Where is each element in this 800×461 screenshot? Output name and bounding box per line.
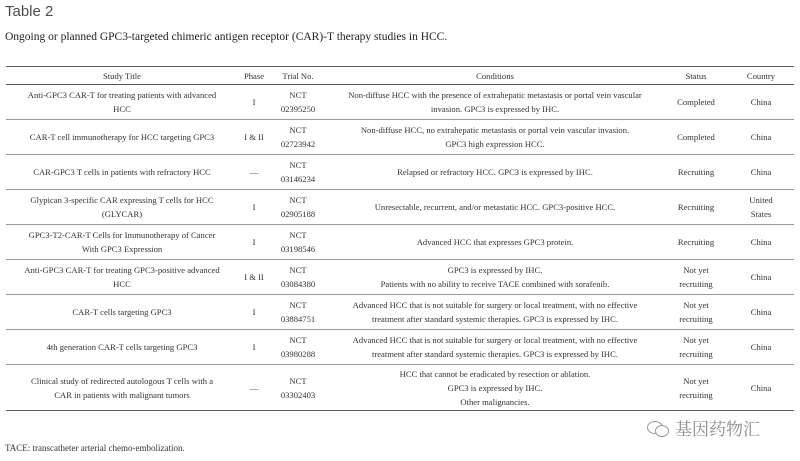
cell-study-title [6, 225, 238, 260]
table-row [6, 120, 794, 155]
cell-country-line: States [750, 209, 772, 219]
cell-status-line: Not yet [683, 375, 709, 386]
cell-trial-no [270, 330, 326, 365]
cell-country-line: China [750, 307, 772, 317]
cell-conditions-line: Unresectable, recurrent, and/or metastatic HCC. GPC3-positive HCC. [374, 202, 616, 212]
cell-country [728, 295, 794, 330]
cell-country-line: China [750, 382, 772, 393]
table-header-row [6, 67, 794, 85]
cell-trial-no-line: NCT [289, 160, 307, 170]
watermark [647, 415, 760, 440]
cell-phase: I [238, 190, 270, 225]
cell-conditions [326, 155, 664, 190]
cell-conditions-line: Patients with no ability to receive TACE combined with sorafenib. [380, 279, 610, 289]
cell-conditions-line: GPC3 is expressed by IHC. [447, 265, 543, 275]
cell-trial-no-line: 03884751 [280, 314, 316, 324]
cell-status-line: Completed [677, 97, 715, 107]
cell-status-line: Not yet [683, 300, 709, 310]
cell-trial-no-line: 02723942 [280, 139, 316, 149]
cell-study-title-line: 4th generation CAR-T cells targeting GPC3 [46, 342, 198, 352]
cell-study-title [6, 330, 238, 365]
cell-status-line: Completed [677, 132, 715, 142]
table-caption: Ongoing or planned GPC3-targeted chimeric antigen receptor (CAR)-T therapy studies in HCC. [5, 31, 448, 43]
cell-status-line: recruiting [679, 349, 713, 359]
cell-country-line: United [749, 195, 773, 205]
cell-country [728, 85, 794, 120]
cell-status-line: Not yet [683, 335, 709, 345]
cell-trial-no-line: 03084380 [280, 279, 316, 289]
cell-conditions [326, 225, 664, 260]
cell-trial-no [270, 85, 326, 120]
cell-conditions-line: Advanced HCC that expresses GPC3 protein. [416, 237, 574, 247]
cell-status [664, 260, 728, 295]
cell-phase: — [238, 365, 270, 411]
cell-study-title [6, 120, 238, 155]
cell-study-title-line: GPC3-T2-CAR-T Cells for Immunotherapy of Cancer [28, 230, 216, 240]
cell-country [728, 155, 794, 190]
cell-status-line: Not yet [683, 265, 709, 275]
cell-country [728, 120, 794, 155]
cell-status-line: Recruiting [677, 202, 715, 212]
cell-trial-no-line: 03302403 [280, 389, 316, 400]
cell-study-title-line: (GLYCAR) [101, 209, 143, 219]
table-row [6, 330, 794, 365]
cell-status-line: Recruiting [677, 167, 715, 177]
cell-trial-no [270, 260, 326, 295]
cell-country [728, 330, 794, 365]
cell-trial-no-line: NCT [289, 375, 307, 386]
cell-status-line: recruiting [679, 279, 713, 289]
cell-country-line: China [750, 132, 772, 142]
cell-country-line: China [750, 237, 772, 247]
cell-phase: I [238, 85, 270, 120]
header-conditions: Conditions [326, 67, 664, 85]
header-study-title: Study Title [6, 67, 238, 85]
cell-status [664, 190, 728, 225]
cell-study-title [6, 295, 238, 330]
cell-study-title-line: CAR in patients with malignant tumors [54, 389, 190, 400]
cell-conditions [326, 295, 664, 330]
cell-status-line: recruiting [679, 389, 713, 400]
cell-conditions-line: Relapsed or refractory HCC. GPC3 is expressed by IHC. [397, 167, 593, 177]
cell-trial-no [270, 225, 326, 260]
table-label: Table 2 [5, 3, 54, 20]
cell-trial-no-line: NCT [289, 265, 307, 275]
cell-conditions-line: GPC3 is expressed by IHC. [447, 382, 543, 393]
cell-conditions-line: Non-diffuse HCC with the presence of extrahepatic metastasis or portal vein vascular [348, 90, 642, 100]
cell-conditions [326, 365, 664, 411]
cell-trial-no-line: NCT [289, 195, 307, 205]
cell-status-line: recruiting [679, 314, 713, 324]
cell-status [664, 330, 728, 365]
table-row [6, 295, 794, 330]
cell-country-line: China [750, 342, 772, 352]
table-row [6, 190, 794, 225]
cell-conditions [326, 85, 664, 120]
cell-study-title-line: Anti-GPC3 CAR-T for treating GPC3-positive advanced [24, 265, 220, 275]
cell-trial-no-line: NCT [289, 90, 307, 100]
cell-status [664, 365, 728, 411]
cell-trial-no-line: NCT [289, 230, 307, 240]
cell-country [728, 190, 794, 225]
cell-status-line: Recruiting [677, 237, 715, 247]
cell-status [664, 155, 728, 190]
cell-phase: — [238, 155, 270, 190]
cell-country [728, 225, 794, 260]
header-country: Country [728, 67, 794, 85]
cell-conditions [326, 120, 664, 155]
cell-trial-no-line: 02905188 [280, 209, 316, 219]
cell-country [728, 260, 794, 295]
cell-study-title-line: HCC [113, 104, 131, 114]
table-row [6, 365, 794, 411]
cell-study-title-line: CAR-T cells targeting GPC3 [72, 307, 172, 317]
cell-trial-no [270, 365, 326, 411]
cell-conditions-line: treatment after standard systemic therapies. GPC3 is expressed by IHC. [371, 349, 619, 359]
cell-conditions-line: Other malignancies. [460, 396, 530, 407]
cell-conditions [326, 260, 664, 295]
header-trial-no: Trial No. [270, 67, 326, 85]
cell-trial-no-line: 03980288 [280, 349, 316, 359]
wechat-icon [647, 419, 669, 437]
cell-conditions [326, 190, 664, 225]
cell-trial-no-line: 03198546 [280, 244, 316, 254]
cell-status [664, 295, 728, 330]
cell-trial-no-line: 02395250 [280, 104, 316, 114]
header-status: Status [664, 67, 728, 85]
cell-study-title-line: Glypican 3-specific CAR expressing T cells for HCC [30, 195, 214, 205]
table-row [6, 225, 794, 260]
cell-trial-no [270, 190, 326, 225]
header-phase: Phase [238, 67, 270, 85]
cell-conditions-line: Advanced HCC that is not suitable for surgery or local treatment, with no effective [352, 300, 638, 310]
cell-phase: I [238, 330, 270, 365]
cell-trial-no [270, 120, 326, 155]
cell-study-title [6, 155, 238, 190]
cell-phase: I [238, 225, 270, 260]
cell-phase: I [238, 295, 270, 330]
cell-study-title-line: With GPC3 Expression [81, 244, 163, 254]
cell-conditions [326, 330, 664, 365]
cell-study-title [6, 365, 238, 411]
footnote: TACE: transcatheter arterial chemo-embolization. [5, 443, 185, 453]
cell-status [664, 120, 728, 155]
watermark-text: 基因药物汇 [675, 420, 760, 440]
table-row [6, 85, 794, 120]
cell-study-title-line: Anti-GPC3 CAR-T for treating patients with advanced [27, 90, 217, 100]
cell-country [728, 365, 794, 411]
table-row [6, 155, 794, 190]
cell-trial-no-line: NCT [289, 300, 307, 310]
cell-study-title [6, 260, 238, 295]
cell-status [664, 225, 728, 260]
table-row [6, 260, 794, 295]
cell-trial-no [270, 295, 326, 330]
cell-trial-no-line: NCT [289, 335, 307, 345]
cell-study-title [6, 85, 238, 120]
cell-conditions-line: invasion. GPC3 is expressed by IHC. [430, 104, 560, 114]
cell-phase: I & II [238, 260, 270, 295]
cell-country-line: China [750, 167, 772, 177]
cell-study-title [6, 190, 238, 225]
cell-study-title-line: HCC [113, 279, 131, 289]
cell-conditions-line: HCC that cannot be eradicated by resection or ablation. [399, 368, 591, 379]
cell-conditions-line: GPC3 high expression HCC. [445, 139, 545, 149]
cell-trial-no [270, 155, 326, 190]
cell-study-title-line: CAR-T cell immunotherapy for HCC targeting GPC3 [29, 132, 215, 142]
cell-trial-no-line: NCT [289, 125, 307, 135]
cell-study-title-line: CAR-GPC3 T cells in patients with refractory HCC [33, 167, 211, 177]
cell-conditions-line: treatment after standard systemic therapies. GPC3 is expressed by IHC. [371, 314, 619, 324]
cell-conditions-line: Non-diffuse HCC, no extrahepatic metastasis or portal vein vascular invasion. [360, 125, 630, 135]
cell-study-title-line: Clinical study of redirected autologous T cells with a [30, 375, 214, 386]
cell-country-line: China [750, 97, 772, 107]
trials-table [6, 66, 794, 411]
cell-phase: I & II [238, 120, 270, 155]
cell-conditions-line: Advanced HCC that is not suitable for surgery or local treatment, with no effective [352, 335, 638, 345]
cell-trial-no-line: 03146234 [280, 174, 316, 184]
cell-status [664, 85, 728, 120]
cell-country-line: China [750, 272, 772, 282]
